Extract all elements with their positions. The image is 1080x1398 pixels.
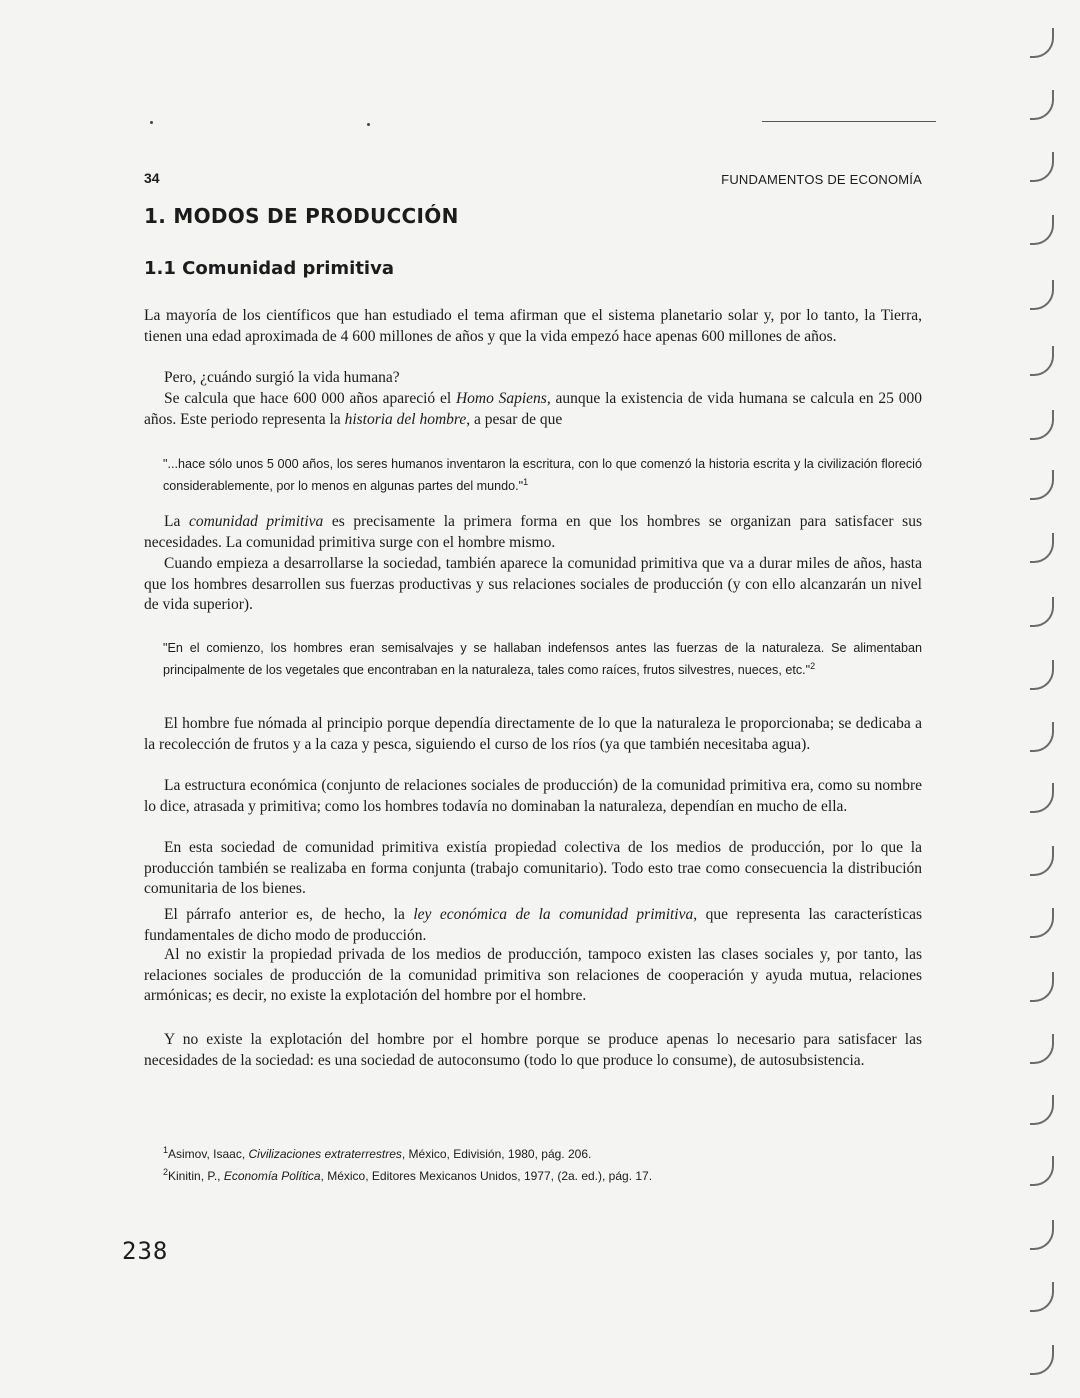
paragraph-comunidad: La comunidad primitiva es precisamente la primera forma en que los hombres se organizan para satisfacer sus necesidades. La comunidad primitiva surge con el hombre mismo. — [144, 513, 922, 551]
paragraph-nomada: El hombre fue nómada al principio porque dependía directamente de lo que la naturaleza le proporcionaba; se dedicaba a la recolección de frutos y a la caza y pesca, siguiendo el curso de los ríos (ya que también necesitaba agua). — [144, 715, 922, 753]
binder-ring-icon — [1030, 533, 1054, 563]
binder-ring-icon — [1030, 597, 1054, 627]
paragraph-estructura: La estructura económica (conjunto de relaciones sociales de producción) de la comunidad primitiva era, como su nombre lo dice, atrasada y primitiva; como los hombres todavía no dominaban la naturaleza, dependían en mucho de ella. — [144, 777, 922, 815]
binder-ring-icon — [1030, 846, 1054, 876]
binder-ring-icon — [1030, 280, 1054, 310]
footnote-ref: 1 — [523, 476, 529, 487]
emphasis-homo-sapiens: Homo Sapiens — [455, 390, 547, 407]
binder-ring-icon — [1030, 215, 1054, 245]
binder-ring-icon — [1030, 470, 1054, 500]
running-title: FUNDAMENTOS DE ECONOMÍA — [721, 172, 922, 187]
emphasis-historia: historia del hombre — [344, 410, 467, 428]
binder-ring-icon — [1030, 1156, 1054, 1186]
paragraph-homo-sapiens: Se calcula que hace 600 000 años apareció el Homo Sapiens, aunque la existencia de vida humana se calcula en 25 000 años. Este periodo representa la historia del hombre, a pesar de que — [144, 390, 922, 428]
binder-ring-icon — [1030, 90, 1054, 120]
binder-ring-icon — [1030, 660, 1054, 690]
binder-ring-icon — [1030, 152, 1054, 182]
paragraph-question: Pero, ¿cuándo surgió la vida humana? — [164, 369, 400, 386]
emphasis-ley-economica: ley económica de la comunidad primitiva — [413, 906, 694, 923]
emphasis-comunidad-primitiva: comunidad primitiva — [188, 513, 324, 530]
binder-ring-icon — [1030, 1220, 1054, 1250]
paragraph-sin-clases: Al no existir la propiedad privada de los medios de producción, tampoco existen las clases sociales y, por tanto, las relaciones sociales de producción de la comunidad primitiva son relaciones de cooperación y ayuda mutua, relaciones armónicas; es decir, no existe la explotación del hombre por el hombre. — [144, 946, 922, 1005]
section-title: 1.1 Comunidad primitiva — [144, 258, 394, 279]
binder-ring-icon — [1030, 1282, 1054, 1312]
binder-ring-icon — [1030, 410, 1054, 440]
binder-ring-icon — [1030, 972, 1054, 1002]
page-number: 34 — [144, 170, 160, 186]
binder-ring-icon — [1030, 1345, 1054, 1375]
footnotes — [163, 1141, 903, 1185]
quote-asimov: "...hace sólo unos 5 000 años, los seres humanos inventaron la escritura, con lo que comenzó la historia escrita y la civilización floreció considerablemente, por lo menos en algunas partes del mundo."$^1$ — [163, 457, 922, 493]
scan-speck — [367, 123, 370, 126]
footnote-ref: 2 — [810, 660, 816, 671]
quote-kinitin: "En el comienzo, los hombres eran semisalvajes y se hallaban indefensos antes las fuerzas de la naturaleza. Se alimentaban principalmente de los vegetales que encontraban en la naturaleza, tales como raíces, frutos silvestres, nueces, etc."$^2$ — [163, 641, 922, 677]
binder-ring-icon — [1030, 1034, 1054, 1064]
footnote-1: $^1$Asimov, Isaac, Civilizaciones extraterrestres, México, Edivisión, 1980, pág. 206. — [163, 1145, 592, 1161]
paragraph-desarrollo: Cuando empieza a desarrollarse la sociedad, también aparece la comunidad primitiva que va a durar miles de años, hasta que los hombres desarrollen sus fuerzas productivas y sus relaciones sociales de producción (y con ello alcanzarán un nivel de vida superior). — [144, 555, 922, 614]
paragraph-propiedad-colectiva: En esta sociedad de comunidad primitiva existía propiedad colectiva de los medios de producción, por lo que la producción también se realizaba en forma conjunta (trabajo comunitario). Todo esto trae como consecuencia la distribución comunitaria de los bienes. — [144, 839, 922, 898]
paragraph-intro: La mayoría de los científicos que han estudiado el tema afirman que el sistema planetario solar y, por lo tanto, la Tierra, tienen una edad aproximada de 4 600 millones de años y que la vida empezó hace apenas 600 millones de años. — [144, 307, 922, 345]
binder-ring-icon — [1030, 1095, 1054, 1125]
binder-ring-icon — [1030, 783, 1054, 813]
paragraph-ley-economica: El párrafo anterior es, de hecho, la ley económica de la comunidad primitiva, que representa las características fundamentales de dicho modo de producción. — [144, 906, 922, 944]
scan-speck — [150, 121, 153, 124]
footnote-2: $^2$Kinitin, P., Economía Política, México, Editores Mexicanos Unidos, 1977, (2a. ed.), pág. 17. — [163, 1167, 653, 1183]
handwritten-page-stamp: 238 — [122, 1237, 169, 1265]
binder-ring-icon — [1030, 28, 1054, 58]
chapter-title: 1. MODOS DE PRODUCCIÓN — [144, 204, 459, 228]
binder-ring-icon — [1030, 908, 1054, 938]
binder-ring-icon — [1030, 722, 1054, 752]
top-rule — [762, 121, 936, 122]
paragraph-autoconsumo: Y no existe la explotación del hombre por el hombre porque se produce apenas lo necesario para satisfacer las necesidades de la sociedad: es una sociedad de autoconsumo (todo lo que produce lo consume), de autosubsistencia. — [144, 1031, 922, 1069]
running-header — [144, 170, 922, 190]
binder-ring-icon — [1030, 346, 1054, 376]
